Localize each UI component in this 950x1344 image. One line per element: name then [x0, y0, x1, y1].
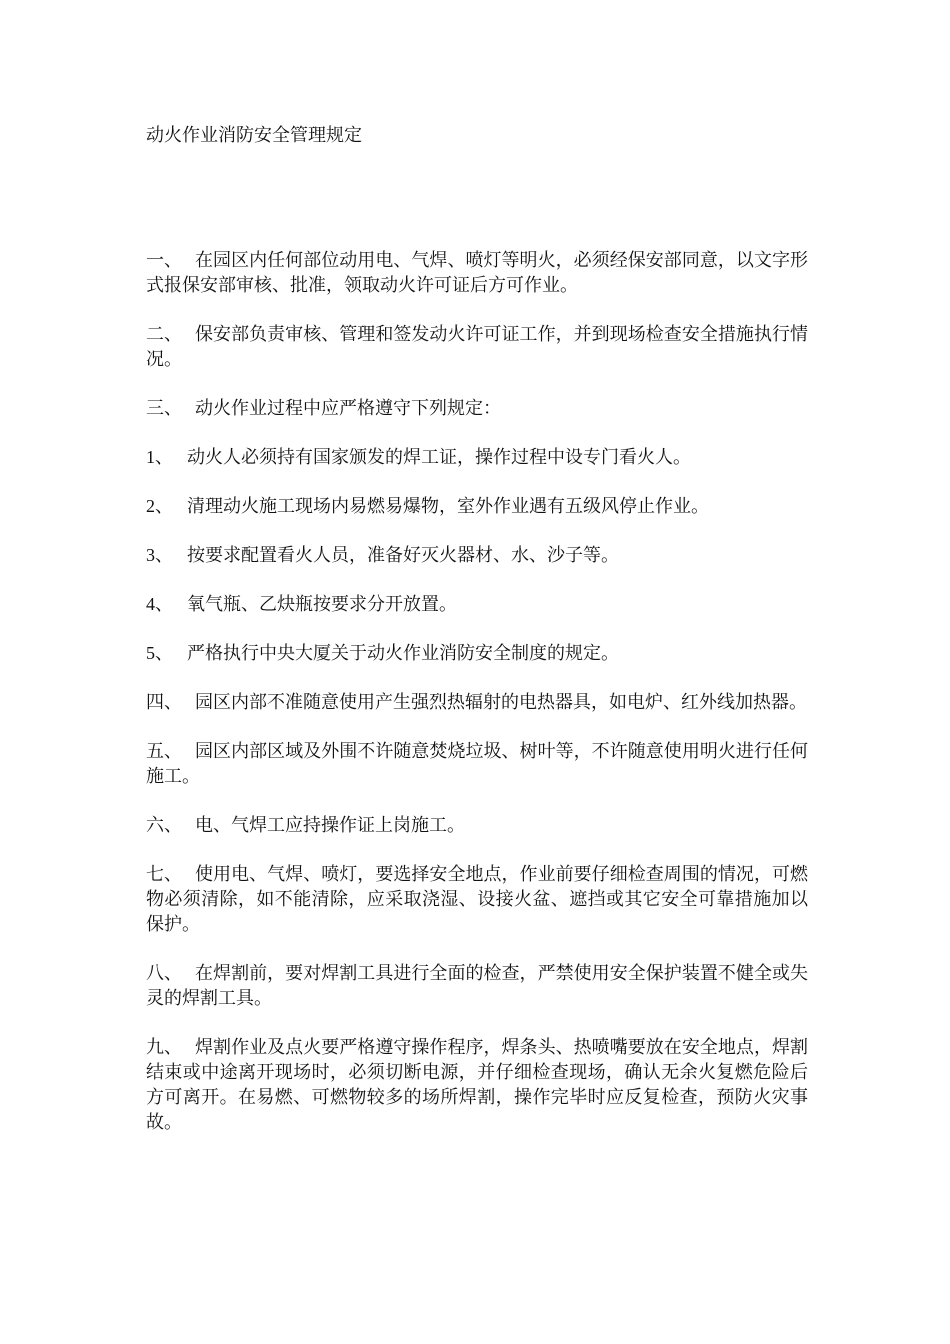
paragraph-text: 在园区内任何部位动用电、气焊、喷灯等明火，必须经保安部同意，以文字形式报保安部审核、批准，领取动火许可证后方可作业。 — [146, 250, 808, 296]
sub-item-text: 清理动火施工现场内易燃易爆物，室外作业遇有五级风停止作业。 — [187, 496, 709, 517]
paragraph-marker: 三、 — [146, 398, 182, 419]
sub-item-2 — [146, 494, 808, 519]
paragraph-5 — [146, 739, 808, 789]
sub-item-4 — [146, 592, 808, 617]
paragraph-9 — [146, 1035, 808, 1135]
paragraph-text: 电、气焊工应持操作证上岗施工。 — [195, 815, 465, 836]
paragraph-3 — [146, 396, 808, 421]
sub-item-1 — [146, 445, 808, 470]
document-body — [146, 248, 808, 1159]
paragraph-7 — [146, 862, 808, 937]
paragraph-marker: 一、 — [146, 250, 182, 271]
paragraph-6 — [146, 813, 808, 838]
paragraph-4 — [146, 690, 808, 715]
paragraph-marker: 九、 — [146, 1037, 182, 1058]
paragraph-marker: 五、 — [146, 741, 182, 762]
paragraph-marker: 八、 — [146, 963, 182, 984]
paragraph-text: 保安部负责审核、管理和签发动火许可证工作，并到现场检查安全措施执行情况。 — [146, 324, 808, 370]
document-title: 动火作业消防安全管理规定 — [146, 125, 362, 146]
sub-item-5 — [146, 641, 808, 666]
sub-item-marker: 4、 — [146, 594, 173, 614]
paragraph-text: 焊割作业及点火要严格遵守操作程序，焊条头、热喷嘴要放在安全地点，焊割结束或中途离开现场时，必须切断电源，并仔细检查现场，确认无余火复燃危险后方可离开。在易燃、可燃物较多的场所焊割，操作完毕时应反复检查，预防火灾事故。 — [146, 1037, 808, 1133]
paragraph-2 — [146, 322, 808, 372]
paragraph-text: 使用电、气焊、喷灯，要选择安全地点，作业前要仔细检查周围的情况，可燃物必须清除，如不能清除，应采取浇湿、设接火盆、遮挡或其它安全可靠措施加以保护。 — [146, 864, 808, 935]
paragraph-8 — [146, 961, 808, 1011]
paragraph-text: 园区内部区域及外围不许随意焚烧垃圾、树叶等，不许随意使用明火进行任何施工。 — [146, 741, 808, 787]
paragraph-1 — [146, 248, 808, 298]
paragraph-marker: 二、 — [146, 324, 182, 345]
sub-item-3 — [146, 543, 808, 568]
sub-item-marker: 1、 — [146, 447, 173, 467]
paragraph-marker: 六、 — [146, 815, 182, 836]
sub-item-marker: 5、 — [146, 643, 173, 663]
paragraph-marker: 四、 — [146, 692, 182, 713]
sub-item-text: 氧气瓶、乙炔瓶按要求分开放置。 — [187, 594, 457, 615]
sub-item-text: 严格执行中央大厦关于动火作业消防安全制度的规定。 — [187, 643, 619, 664]
paragraph-text: 在焊割前，要对焊割工具进行全面的检查，严禁使用安全保护装置不健全或失灵的焊割工具。 — [146, 963, 808, 1009]
sub-item-marker: 2、 — [146, 496, 173, 516]
paragraph-marker: 七、 — [146, 864, 182, 885]
sub-item-text: 动火人必须持有国家颁发的焊工证，操作过程中设专门看火人。 — [187, 447, 691, 468]
paragraph-text: 园区内部不准随意使用产生强烈热辐射的电热器具，如电炉、红外线加热器。 — [195, 692, 807, 713]
sub-item-marker: 3、 — [146, 545, 173, 565]
sub-item-text: 按要求配置看火人员，准备好灭火器材、水、沙子等。 — [187, 545, 619, 566]
paragraph-text: 动火作业过程中应严格遵守下列规定： — [195, 398, 501, 419]
